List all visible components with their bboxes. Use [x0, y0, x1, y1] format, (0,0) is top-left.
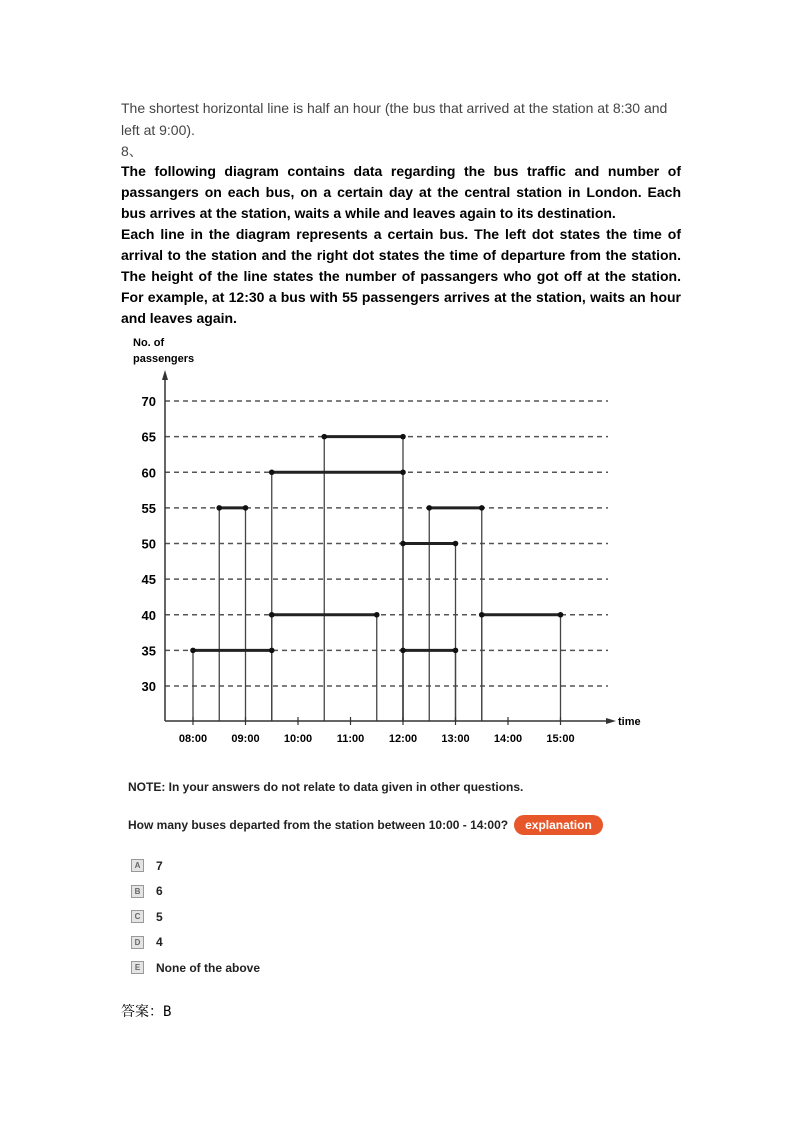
option-text: None of the above	[156, 960, 261, 975]
option-text: 6	[156, 884, 163, 899]
option-b[interactable]	[131, 879, 260, 905]
bus-chart-svg	[128, 334, 648, 754]
x-tick-label: 12:00	[388, 733, 418, 745]
x-axis-label: time	[618, 716, 641, 728]
description-paragraph-1: The following diagram contains data regarding the bus traffic and number of passangers on each bus, on a certain day at the central station in London. Each bus arrives at the station, waits a while and leaves again to its destination.	[121, 163, 681, 221]
intro-text: The shortest horizontal line is half an hour (the bus that arrived at the station at 8:30 and left at 9:00).	[121, 100, 668, 138]
bus-departure-dot	[558, 612, 564, 618]
description-paragraph-2: Each line in the diagram represents a certain bus. The left dot states the time of arrival to the station and the right dot states the time of departure from the station. The height of the line states the number of passangers who got off at the station. For example, at 12:30 a bus with 55 passengers arrives at the station, waits an hour and leaves again.	[121, 226, 681, 326]
y-tick-label: 70	[141, 394, 156, 409]
x-tick-label: 14:00	[493, 733, 523, 745]
x-axis-arrow-icon	[606, 718, 616, 724]
bus-arrival-dot	[400, 541, 406, 547]
option-text: 5	[156, 909, 163, 924]
y-tick-label: 50	[141, 536, 156, 552]
y-tick-label: 60	[141, 465, 156, 481]
option-a[interactable]	[131, 853, 260, 879]
x-tick-label: 15:00	[546, 733, 575, 745]
y-tick-label: 40	[141, 607, 156, 623]
x-tick-label: 08:00	[178, 733, 208, 745]
y-tick-label: 65	[141, 429, 156, 445]
question-text: How many buses departed from the station between 10:00 - 14:00?	[128, 818, 509, 832]
bus-arrival-dot	[400, 648, 406, 654]
option-d[interactable]	[131, 930, 260, 956]
x-tick-label: 11:00	[336, 733, 365, 745]
explanation-button[interactable]: explanation	[514, 815, 603, 835]
bus-departure-dot	[453, 648, 459, 654]
question-number: 8、	[121, 143, 143, 159]
option-c[interactable]	[131, 904, 260, 930]
answer-text: 答案：B	[121, 1004, 172, 1020]
option-letter-icon: A	[131, 859, 144, 872]
question-row	[128, 815, 603, 835]
y-tick-label: 45	[141, 572, 156, 588]
y-tick-label: 55	[141, 500, 156, 516]
bus-arrival-dot	[321, 434, 327, 440]
y-axis-arrow-icon	[162, 370, 168, 380]
bus-arrival-dot	[216, 505, 222, 511]
bus-departure-dot	[269, 648, 275, 654]
y-tick-label: 30	[141, 679, 156, 694]
option-letter-icon: C	[131, 910, 144, 923]
option-text: 4	[156, 935, 163, 950]
answer-options	[131, 853, 260, 981]
bus-departure-dot	[400, 434, 406, 440]
bus-departure-dot	[374, 612, 380, 618]
bus-arrival-dot	[269, 469, 275, 475]
bus-departure-dot	[479, 505, 485, 511]
bus-departure-dot	[243, 505, 249, 511]
bus-arrival-dot	[269, 612, 275, 618]
x-tick-label: 10:00	[283, 733, 313, 745]
x-tick-label: 09:00	[231, 733, 260, 745]
bus-arrival-dot	[479, 612, 485, 618]
option-letter-icon: B	[131, 885, 144, 898]
y-axis-label-line1: No. of	[133, 337, 165, 349]
option-text: 7	[156, 858, 163, 873]
option-letter-icon: E	[131, 961, 144, 974]
bus-arrival-dot	[190, 648, 196, 654]
y-axis-label-line2: passengers	[133, 353, 195, 365]
option-letter-icon: D	[131, 936, 144, 949]
note-text: NOTE: In your answers do not relate to data given in other questions.	[128, 780, 524, 794]
x-tick-label: 13:00	[441, 733, 470, 745]
bus-departure-dot	[453, 541, 459, 547]
option-e[interactable]	[131, 955, 260, 981]
bus-arrival-dot	[426, 505, 432, 511]
bus-chart	[128, 334, 648, 754]
bus-departure-dot	[400, 469, 406, 475]
y-tick-label: 35	[141, 643, 156, 659]
